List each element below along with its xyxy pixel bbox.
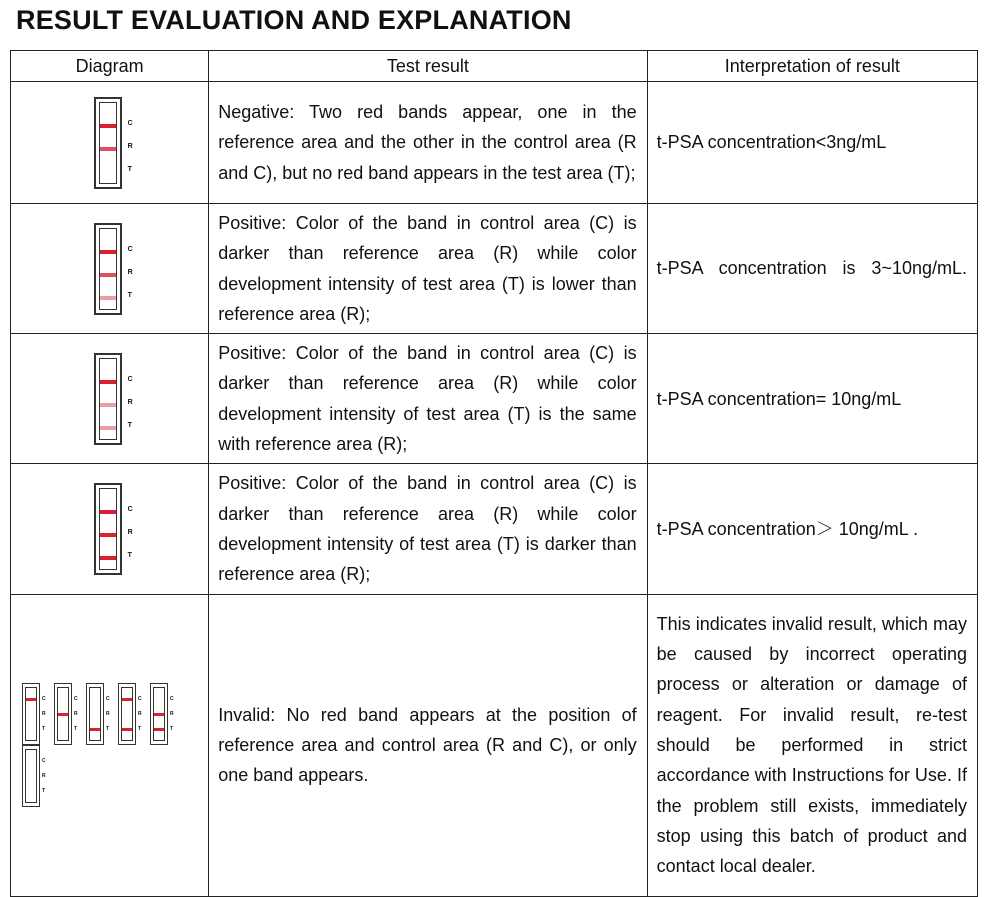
band-c bbox=[100, 124, 116, 128]
header-diagram: Diagram bbox=[11, 51, 209, 82]
interpretation-text: t-PSA concentration is 3~10ng/mL. bbox=[647, 204, 977, 334]
label-r: R bbox=[127, 142, 133, 150]
table-row bbox=[11, 82, 978, 204]
label-t: T bbox=[127, 421, 132, 429]
diagram-cell bbox=[11, 464, 209, 594]
label-t: T bbox=[127, 165, 132, 173]
band-c bbox=[122, 698, 132, 701]
label-t: T bbox=[74, 726, 78, 733]
table-row bbox=[11, 464, 978, 594]
band-c bbox=[100, 380, 116, 384]
label-t: T bbox=[106, 726, 110, 733]
band-t bbox=[154, 728, 164, 731]
label-r: R bbox=[127, 528, 133, 536]
label-t: T bbox=[127, 291, 132, 299]
header-interpretation: Interpretation of result bbox=[647, 51, 977, 82]
result-table bbox=[10, 50, 978, 897]
band-t bbox=[100, 556, 116, 560]
label-c: C bbox=[106, 696, 110, 703]
strip-diagram-invalid-4 bbox=[118, 683, 148, 745]
label-c: C bbox=[170, 696, 174, 703]
label-c: C bbox=[42, 696, 46, 703]
result-text: Positive: Color of the band in control area (C) is darker than reference area (R) while color development intensity of test area (T) is darker than reference area (R); bbox=[209, 464, 647, 594]
label-c: C bbox=[138, 696, 142, 703]
band-t bbox=[100, 426, 116, 430]
label-r: R bbox=[106, 711, 110, 718]
label-r: R bbox=[42, 711, 46, 718]
table-row bbox=[11, 594, 978, 896]
band-c bbox=[100, 250, 116, 254]
label-c: C bbox=[74, 696, 78, 703]
header-test-result: Test result bbox=[209, 51, 647, 82]
strip-diagram-invalid-1 bbox=[22, 683, 52, 745]
label-r: R bbox=[138, 711, 142, 718]
interpretation-text: t-PSA concentration= 10ng/mL bbox=[647, 334, 977, 464]
band-t bbox=[100, 296, 116, 300]
strip-diagram-positive-high bbox=[94, 483, 133, 575]
interpretation-text: t-PSA concentration＞ 10ng/mL . bbox=[647, 464, 977, 594]
band-t bbox=[90, 728, 100, 731]
band-r bbox=[100, 403, 116, 407]
diagram-cell bbox=[11, 82, 209, 204]
label-t: T bbox=[42, 788, 46, 795]
label-r: R bbox=[74, 711, 78, 718]
label-c: C bbox=[127, 119, 133, 127]
table-row bbox=[11, 204, 978, 334]
band-r bbox=[100, 147, 116, 151]
page-title: RESULT EVALUATION AND EXPLANATION bbox=[16, 5, 572, 35]
result-text: Positive: Color of the band in control area (C) is darker than reference area (R) while color development intensity of test area (T) is the same with reference area (R); bbox=[209, 334, 647, 464]
label-c: C bbox=[127, 375, 133, 383]
strip-diagram-invalid-2 bbox=[54, 683, 84, 745]
band-r bbox=[100, 273, 116, 277]
label-t: T bbox=[170, 726, 174, 733]
band-r bbox=[154, 713, 164, 716]
diagram-cell bbox=[11, 204, 209, 334]
label-r: R bbox=[127, 268, 133, 276]
label-t: T bbox=[138, 726, 142, 733]
table-header-row bbox=[11, 51, 978, 82]
label-r: R bbox=[170, 711, 174, 718]
band-c bbox=[26, 698, 36, 701]
band-r bbox=[58, 713, 68, 716]
label-r: R bbox=[42, 773, 46, 780]
result-text: Invalid: No red band appears at the position of reference area and control area (R and C), or only one band appears. bbox=[209, 594, 647, 896]
strip-diagram-invalid-5 bbox=[150, 683, 180, 745]
strip-diagram-invalid-3 bbox=[86, 683, 116, 745]
interpretation-text: This indicates invalid result, which may be caused by incorrect operating process or alteration or damage of reagent. For invalid result, re-test should be performed in strict accordance with Instructions for Use. If the problem still exists, immediately stop using this batch of product and contact local dealer. bbox=[647, 594, 977, 896]
band-r bbox=[100, 533, 116, 537]
diagram-cell bbox=[11, 334, 209, 464]
label-c: C bbox=[127, 245, 133, 253]
strip-diagram-positive-low bbox=[94, 223, 133, 315]
label-c: C bbox=[42, 758, 46, 765]
label-c: C bbox=[127, 505, 133, 513]
label-t: T bbox=[42, 726, 46, 733]
interpretation-text: t-PSA concentration<3ng/mL bbox=[647, 82, 977, 204]
result-text: Positive: Color of the band in control area (C) is darker than reference area (R) while color development intensity of test area (T) is lower than reference area (R); bbox=[209, 204, 647, 334]
result-text: Negative: Two red bands appear, one in the reference area and the other in the control area (R and C), but no red band appears in the test area (T); bbox=[209, 82, 647, 204]
strip-diagram-invalid-6 bbox=[22, 745, 52, 807]
label-t: T bbox=[127, 551, 132, 559]
strip-diagram-negative bbox=[94, 97, 133, 189]
band-c bbox=[100, 510, 116, 514]
label-r: R bbox=[127, 398, 133, 406]
band-t bbox=[122, 728, 132, 731]
strip-diagram-positive-equal bbox=[94, 353, 133, 445]
table-row bbox=[11, 334, 978, 464]
diagram-cell bbox=[11, 594, 209, 896]
